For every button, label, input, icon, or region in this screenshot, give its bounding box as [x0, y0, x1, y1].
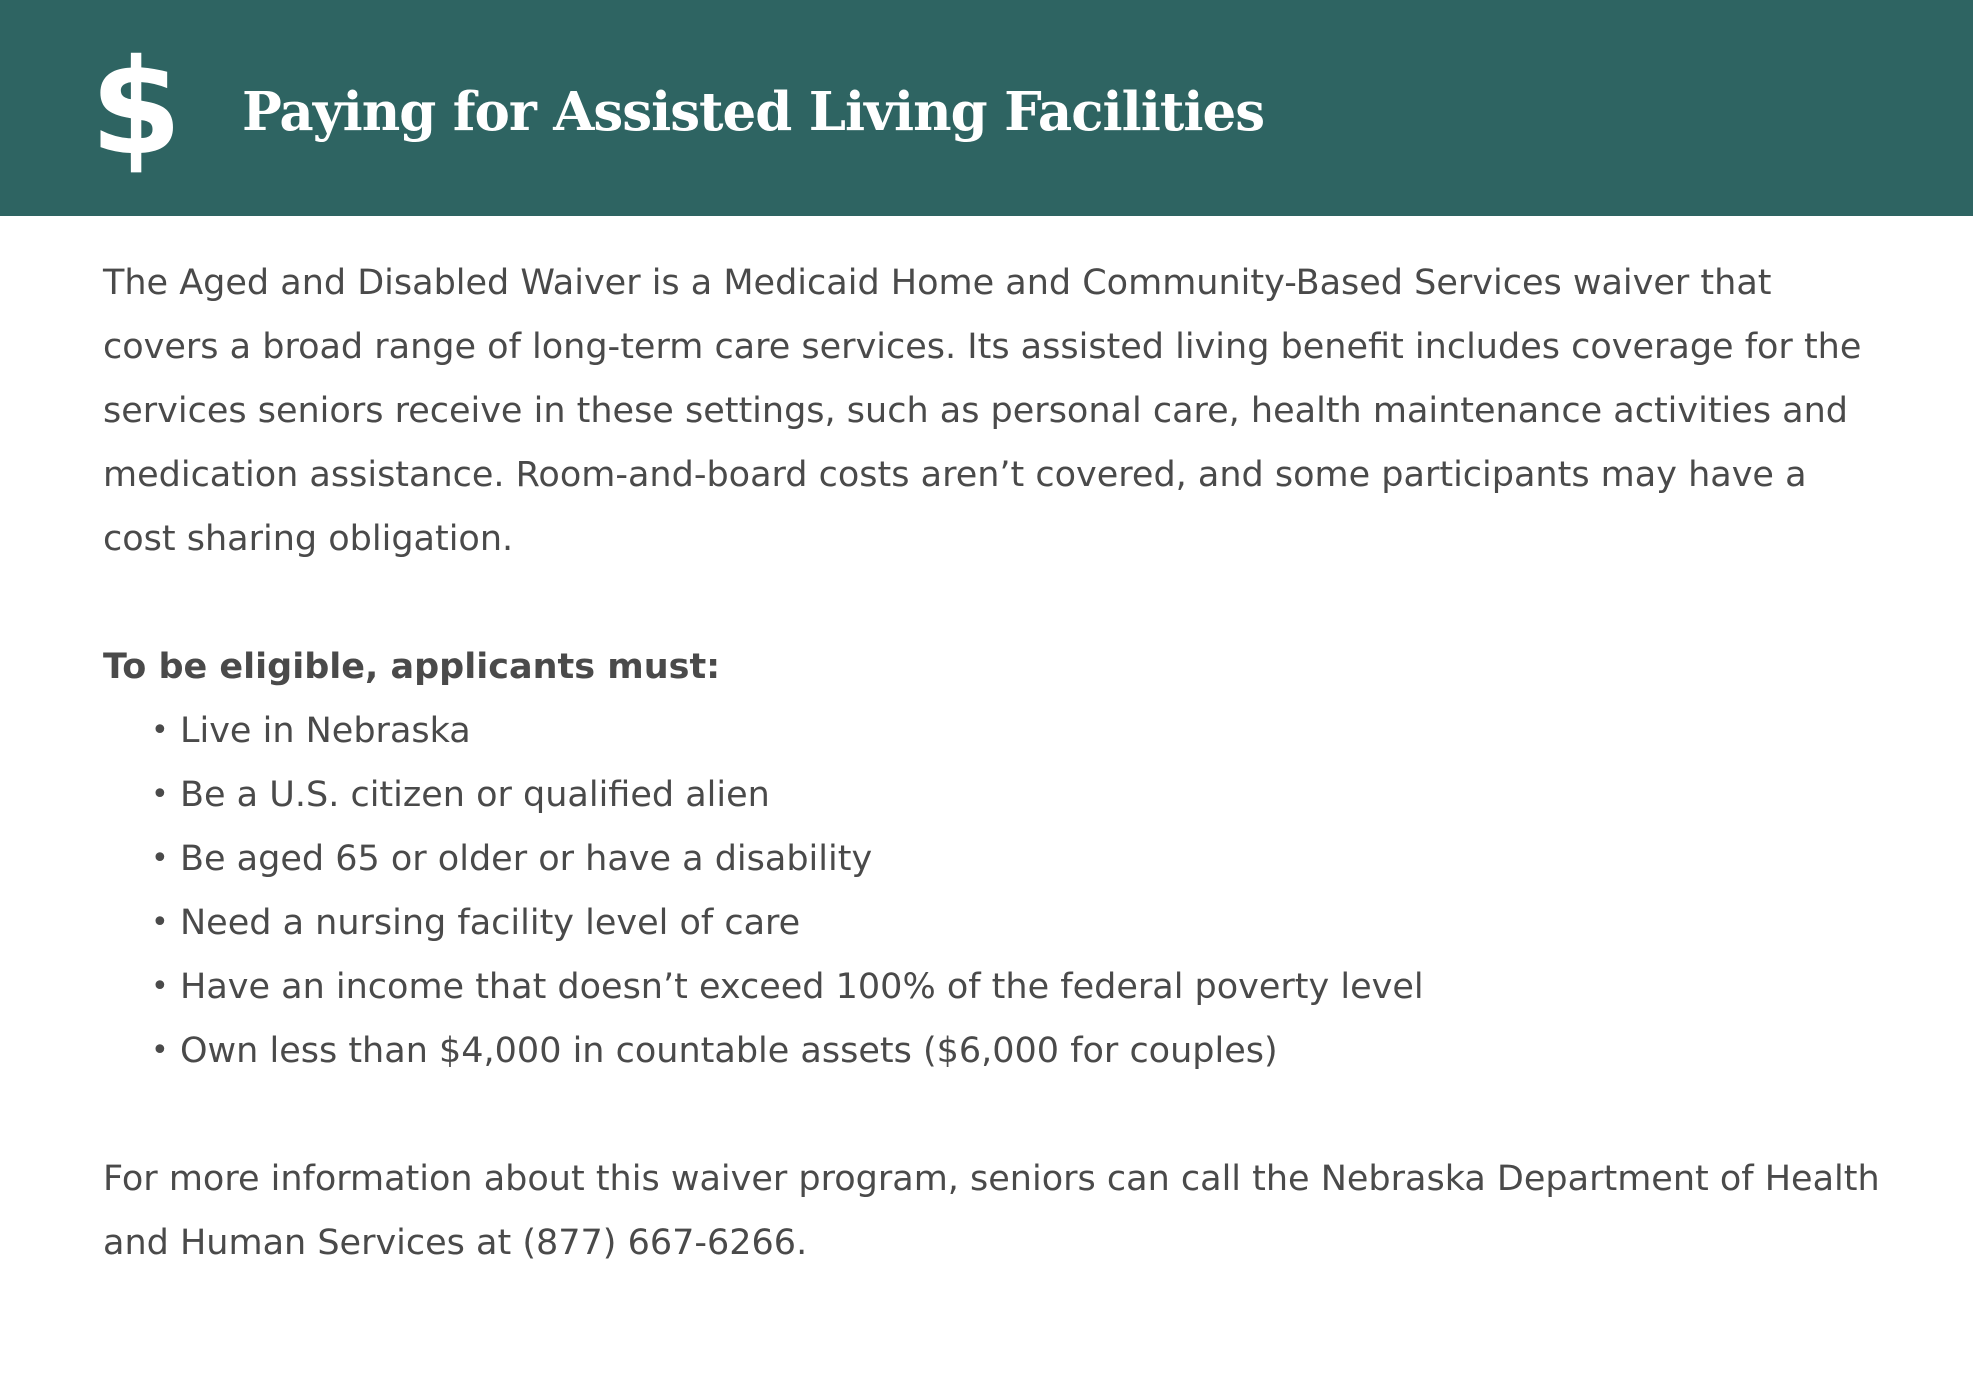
dollar-sign-icon: $: [90, 31, 182, 185]
bullet-icon: •: [151, 777, 169, 812]
criterion-text: Be aged 65 or older or have a disability: [180, 839, 873, 879]
bullet-icon: •: [151, 841, 169, 876]
criterion-text: Live in Nebraska: [180, 711, 471, 751]
bullet-icon: •: [151, 1033, 169, 1068]
bullet-icon: •: [151, 713, 169, 748]
list-item: [103, 955, 1893, 1019]
contact-paragraph: For more information about this waiver program, seniors can call the Nebraska Department of Health and Human Services at (877) 667-6266.: [103, 1159, 1880, 1263]
list-item: [103, 763, 1893, 827]
eligibility-heading: To be eligible, applicants must:: [103, 647, 721, 687]
criterion-text: Own less than $4,000 in countable assets ($6,000 for couples): [180, 1031, 1278, 1071]
intro-paragraph: The Aged and Disabled Waiver is a Medicaid Home and Community-Based Services waiver that covers a broad range of long-term care services. Its assisted living benefit includes coverage for the services seniors receive in these settings, such as personal care, health maintenance activities and medication assistance. Room-and-board costs aren’t covered, and some participants may have a cost sharing obligation.: [103, 263, 1862, 559]
list-item: [103, 699, 1893, 763]
list-item: [103, 1019, 1893, 1083]
criterion-text: Be a U.S. citizen or qualified alien: [180, 775, 770, 815]
list-item: [103, 827, 1893, 891]
list-item: [103, 891, 1893, 955]
header-banner: [0, 0, 1973, 216]
criterion-text: Have an income that doesn’t exceed 100% of the federal poverty level: [180, 967, 1424, 1007]
eligibility-list: [103, 699, 1893, 1083]
bullet-icon: •: [151, 969, 169, 1004]
criterion-text: Need a nursing facility level of care: [180, 903, 801, 943]
bullet-icon: •: [151, 905, 169, 940]
content-body: [103, 251, 1893, 1275]
page-title: Paying for Assisted Living Facilities: [242, 81, 1265, 143]
